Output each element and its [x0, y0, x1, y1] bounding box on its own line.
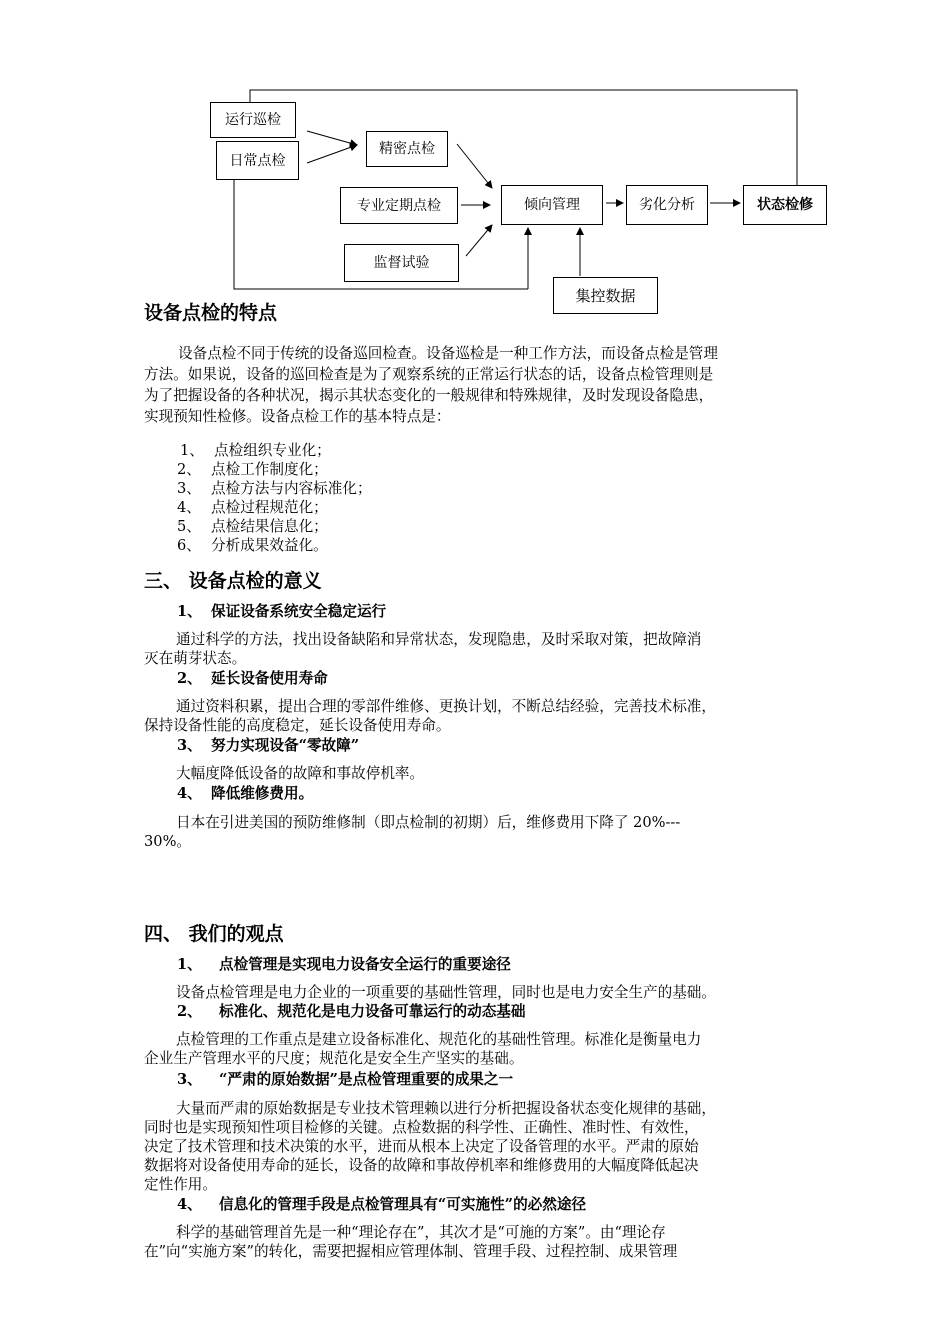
subheading-number: 3、: [177, 737, 202, 754]
subheading: [177, 784, 313, 804]
list-text: 分析成果效益化。: [211, 537, 328, 554]
paragraph: [144, 697, 814, 735]
text-line: 保持设备性能的高度稳定，延长设备使用寿命。: [144, 717, 451, 734]
text-line: 日本在引进美国的预防维修制（即点检制的初期）后，维修费用下降了 20%---: [176, 814, 681, 831]
list-number: 3、: [177, 480, 201, 497]
subheading: [177, 602, 386, 622]
paragraph: [144, 1223, 824, 1261]
list-text: 点检组织专业化；: [214, 442, 331, 459]
text-line: 定性作用。: [144, 1176, 217, 1193]
text-line: 大量而严肃的原始数据是专业技术管理赖以进行分析把握设备状态变化规律的基础，: [176, 1100, 716, 1117]
arrow-daily-precision: [307, 145, 357, 163]
degradation-analysis-box: [626, 185, 708, 225]
subheading: [177, 669, 328, 689]
list-item: [177, 536, 328, 555]
text-line: 数据将对设备使用寿命的延长，设备的故障和事故停机率和维修费用的大幅度降低起决: [144, 1157, 699, 1174]
text-line: 同时也是实现预知性项目检修的关键。点检数据的科学性、正确性、准时性、有效性，: [144, 1119, 699, 1136]
subheading-text: 标准化、规范化是电力设备可靠运行的动态基础: [219, 1003, 526, 1020]
periodic-check-box: [340, 187, 458, 224]
subheading-number: 4、: [177, 1196, 202, 1213]
list-number: 5、: [177, 518, 201, 535]
arrow-patrol-precision: [307, 131, 357, 145]
subheading: [177, 955, 511, 975]
arrow-precision-trend: [457, 144, 492, 188]
section-heading-characteristics: 设备点检的特点: [144, 302, 278, 324]
text-line: 设备点检不同于传统的设备巡回检查。设备巡检是一种工作方法，而设备点检是管理: [178, 345, 718, 362]
subheading-text: 延长设备使用寿命: [211, 670, 328, 687]
list-item: [177, 479, 372, 498]
precision-check-box: [366, 131, 448, 167]
text-line: 通过科学的方法，找出设备缺陷和异常状态，发现隐患，及时采取对策，把故障消: [176, 631, 702, 648]
text-line: 设备点检管理是电力企业的一项重要的基础性管理，同时也是电力安全生产的基础。: [176, 984, 716, 1001]
list-item: [177, 498, 328, 517]
list-item: [180, 441, 331, 460]
subheading-number: 2、: [177, 670, 202, 687]
list-text: 点检结果信息化；: [211, 518, 328, 535]
centralized-data-label: 集控数据: [575, 286, 636, 305]
list-number: 4、: [177, 499, 201, 516]
list-number: 6、: [177, 537, 201, 554]
subheading-number: 3、: [177, 1071, 202, 1088]
list-text: 点检工作制度化；: [211, 461, 328, 478]
paragraph: [144, 764, 814, 783]
daily-check-label: 日常点检: [229, 152, 286, 169]
section-heading-significance: 三、 设备点检的意义: [144, 570, 322, 592]
trend-management-box: [501, 185, 603, 225]
degradation-analysis-label: 劣化分析: [639, 197, 695, 213]
subheading-number: 1、: [177, 603, 202, 620]
subheading: [177, 1070, 513, 1090]
paragraph: [144, 813, 814, 851]
supervision-test-box: [344, 244, 459, 282]
paragraph: [144, 983, 824, 1002]
text-line: 在”向“实施方案”的转化，需要把握相应管理体制、管理手段、过程控制、成果管理: [144, 1243, 678, 1260]
text-line: 实现预知性检修。设备点检工作的基本特点是：: [144, 408, 451, 425]
trend-management-label: 倾向管理: [524, 197, 580, 213]
list-item: [177, 517, 328, 536]
subheading-number: 1、: [177, 956, 202, 973]
list-item: [177, 460, 328, 479]
list-number: 2、: [177, 461, 201, 478]
condition-maintenance-label: 状态检修: [757, 197, 813, 213]
centralized-data-box: [553, 277, 658, 314]
text-line: 方法。如果说，设备的巡回检查是为了观察系统的正常运行状态的话，设备点检管理则是: [144, 366, 714, 383]
text-line: 灭在萌芽状态。: [144, 650, 247, 667]
list-text: 点检过程规范化；: [211, 499, 328, 516]
text-line: 30%。: [144, 833, 192, 850]
paragraph: [144, 1030, 824, 1068]
section-heading-viewpoints: 四、 我们的观点: [144, 923, 284, 945]
subheading-number: 4、: [177, 785, 202, 802]
periodic-check-label: 专业定期点检: [357, 197, 441, 214]
subheading: [177, 1195, 586, 1215]
run-patrol-label: 运行巡检: [225, 112, 281, 128]
subheading-number: 2、: [177, 1003, 202, 1020]
condition-maintenance-box: [743, 185, 827, 225]
text-line: 大幅度降低设备的故障和事故停机率。: [176, 765, 425, 782]
paragraph: [144, 1099, 824, 1194]
paragraph: [144, 630, 814, 668]
subheading-text: “严肃的原始数据”是点检管理重要的成果之一: [219, 1071, 514, 1088]
text-line: 通过资料积累，提出合理的零部件维修、更换计划，不断总结经验，完善技术标准，: [176, 698, 716, 715]
precision-check-label: 精密点检: [379, 141, 435, 157]
daily-check-box: [216, 141, 299, 180]
subheading: [177, 736, 359, 756]
subheading-text: 保证设备系统安全稳定运行: [211, 603, 387, 620]
subheading-text: 降低维修费用。: [211, 785, 314, 802]
supervision-test-label: 监督试验: [373, 255, 430, 271]
text-line: 点检管理的工作重点是建立设备标准化、规范化的基础性管理。标准化是衡量电力: [176, 1031, 702, 1048]
flow-diagram: [0, 0, 950, 330]
list-text: 点检方法与内容标准化；: [211, 480, 372, 497]
subheading: [177, 1002, 525, 1022]
subheading-text: 信息化的管理手段是点检管理具有“可实施性”的必然途径: [219, 1196, 587, 1213]
characteristics-intro: [144, 343, 814, 427]
text-line: 企业生产管理水平的尺度；规范化是安全生产坚实的基础。: [144, 1050, 524, 1067]
text-line: 决定了技术管理和技术决策的水平，进而从根本上决定了设备管理的水平。严肃的原始: [144, 1138, 699, 1155]
subheading-text: 努力实现设备“零故障”: [211, 737, 360, 754]
feedback-line: [250, 90, 797, 196]
run-patrol-box: [210, 102, 296, 138]
text-line: 为了把握设备的各种状况，揭示其状态变化的一般规律和特殊规律，及时发现设备隐患，: [144, 387, 714, 404]
list-number: 1、: [180, 442, 204, 459]
subheading-text: 点检管理是实现电力设备安全运行的重要途径: [219, 956, 511, 973]
text-line: 科学的基础管理首先是一种“理论存在”，其次才是“可施的方案”。由“理论存: [176, 1224, 666, 1241]
arrow-supervision-trend: [466, 225, 492, 256]
